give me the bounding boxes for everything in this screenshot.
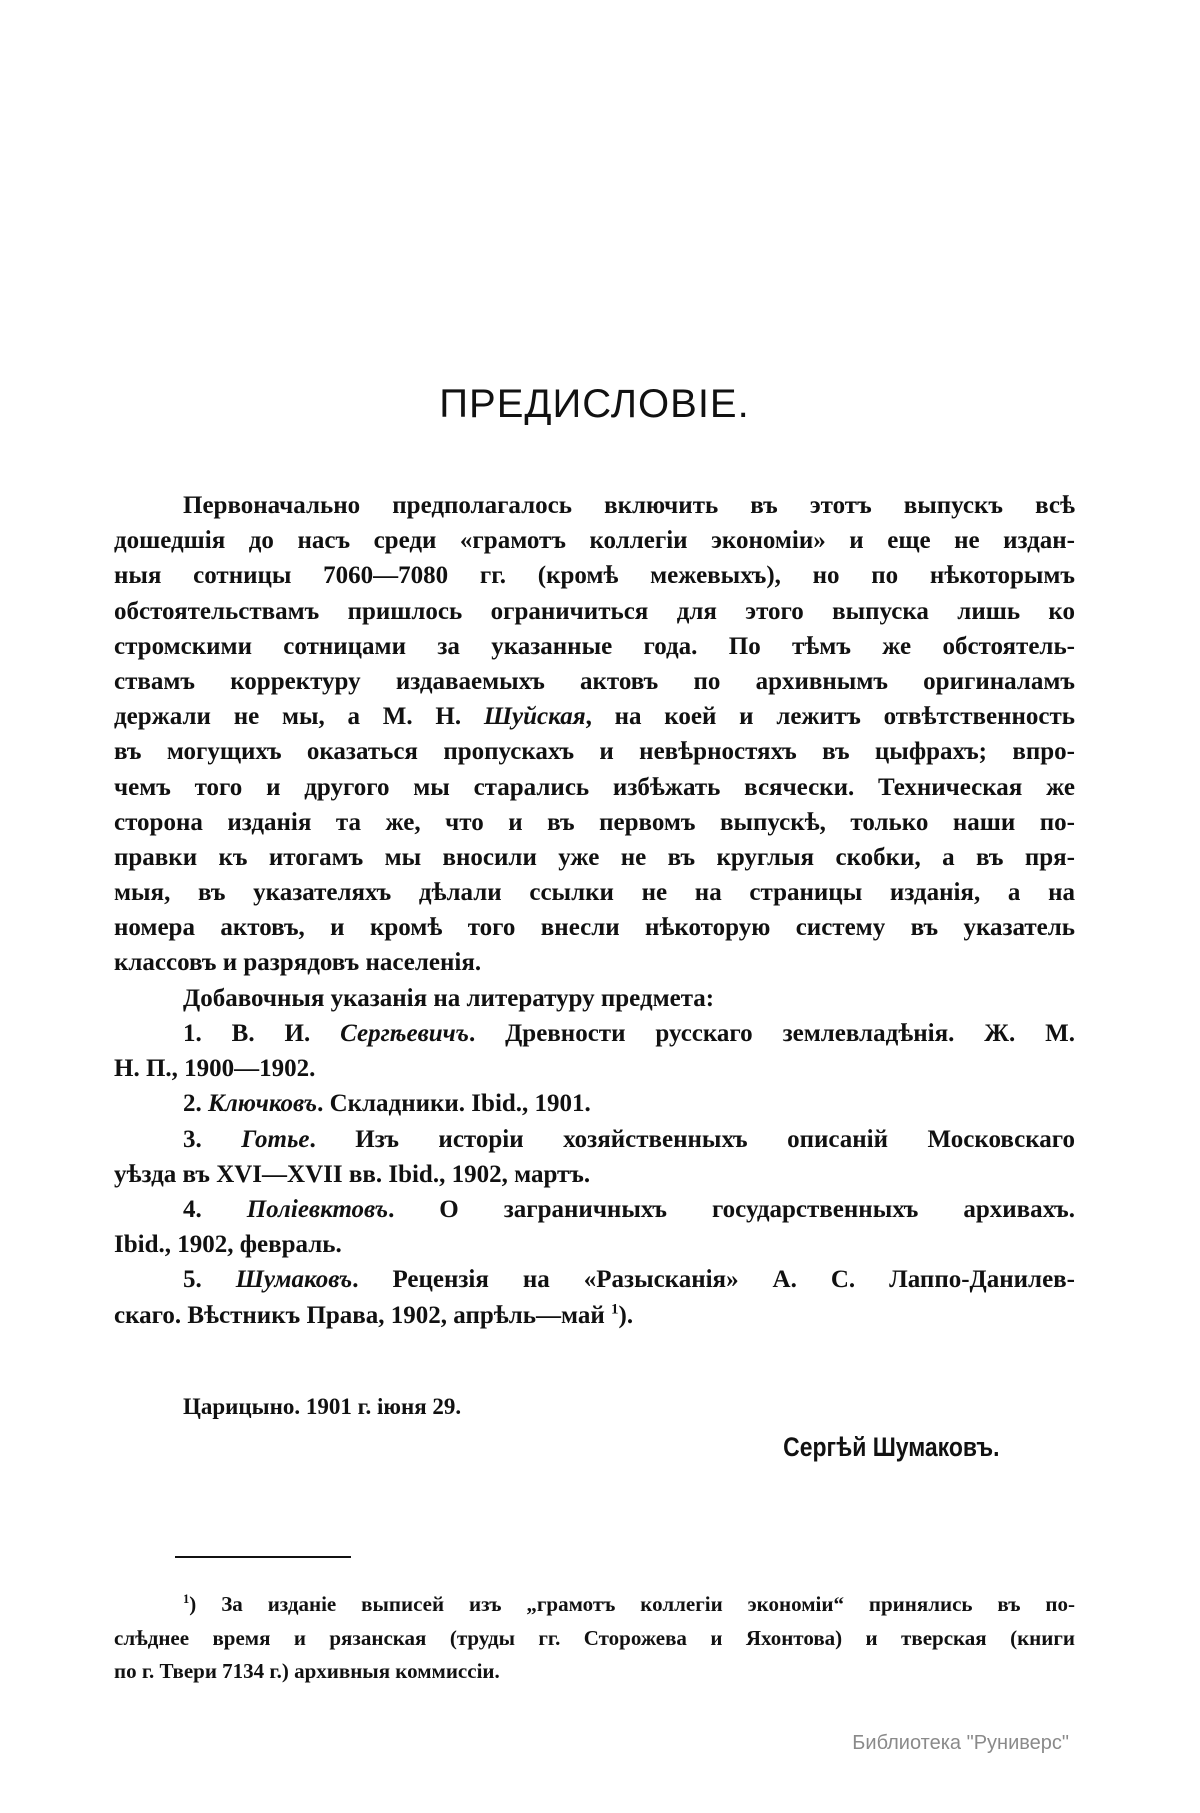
text-segment: держали не мы, а М. Н. xyxy=(114,703,484,731)
page-title: ПРЕДИСЛОВІЕ. xyxy=(439,382,750,426)
ref-initials: В. И. xyxy=(231,1020,341,1047)
footnote-number: 1 xyxy=(183,1592,190,1606)
ref-text: скаго. Вѣстникъ Права, 1902, апрѣль—май xyxy=(114,1301,605,1329)
literature-heading: Добавочныя указанія на литературу предмета: xyxy=(183,984,715,1012)
reference-continuation: Ibid., 1902, февраль. xyxy=(114,1231,342,1259)
ref-author: Шумаковъ xyxy=(235,1266,353,1294)
footnote-marker[interactable]: 1 xyxy=(611,1301,619,1318)
footnote-text: За изданіе выписей изъ „грамотъ коллегіи экономіи“ принялись въ по- xyxy=(196,1592,1075,1616)
reference-item xyxy=(114,1122,1075,1157)
ref-number: 1. xyxy=(183,1020,202,1047)
text-line: Первоначально предполагалось включить въ этотъ выпускъ всѣ xyxy=(183,492,1075,519)
ref-author: Ключковъ xyxy=(208,1090,318,1118)
ref-number: 5. xyxy=(183,1266,202,1294)
ref-title: . Изъ исторіи хозяйственныхъ описаній Московскаго xyxy=(309,1125,1075,1153)
ref-author: Готье xyxy=(241,1125,310,1153)
text-segment: , на коей и лежитъ отвѣтственность xyxy=(585,703,1076,731)
ref-number: 3. xyxy=(183,1125,202,1153)
ref-title: . Древности русскаго землевладѣнія. Ж. М. xyxy=(468,1020,1075,1047)
footnote-line: по г. Твери 7134 г.) архивныя коммиссіи. xyxy=(114,1659,500,1683)
reference-continuation: уѣзда въ XVI—XVII вв. Ibid., 1902, мартъ. xyxy=(114,1160,591,1188)
text-line: номера актовъ, и кромѣ того внесли нѣкоторую систему въ указатель xyxy=(114,914,1075,942)
person-name: Шуйская xyxy=(483,703,586,731)
text-line: мыя, въ указателяхъ дѣлали ссылки не на страницы изданія, а на xyxy=(114,879,1075,907)
text-line: дошедшія до насъ среди «грамотъ коллегіи экономіи» и еще не издан- xyxy=(114,527,1075,555)
text-line: сторона изданія та же, что и въ первомъ выпускѣ, только наши по- xyxy=(114,808,1075,836)
ref-number: 4. xyxy=(183,1195,202,1223)
footnote-divider xyxy=(175,1556,351,1558)
reference-item xyxy=(114,1262,1075,1297)
footnote-paren: ) xyxy=(189,1592,197,1616)
ref-title: . О заграничныхъ государственныхъ архивахъ. xyxy=(388,1195,1076,1223)
text-line: ныя сотницы 7060—7080 гг. (кромѣ межевыхъ), но по нѣкоторымъ xyxy=(114,562,1075,590)
literature-list xyxy=(114,1016,1075,1333)
footnote-line xyxy=(114,1588,1075,1622)
ref-title: . Рецензія на «Разысканія» А. С. Лаппо-Данилев- xyxy=(352,1266,1076,1294)
text-line: обстоятельствамъ пришлось ограничиться для этого выпуска лишь ко xyxy=(114,597,1075,625)
ref-title: . Складники. Ibid., 1901. xyxy=(317,1090,591,1118)
place-date: Царицыно. 1901 г. іюня 29. xyxy=(183,1394,462,1419)
text-line: классовъ и разрядовъ населенія. xyxy=(114,949,482,977)
preface-paragraph xyxy=(114,488,1075,1016)
ref-number: 2. xyxy=(183,1090,202,1118)
library-watermark: Библиотека "Руниверс" xyxy=(852,1732,1069,1754)
ref-text-end: ). xyxy=(618,1301,634,1329)
text-line: чемъ того и другого мы старались избѣжать всячески. Техническая же xyxy=(114,773,1075,801)
text-line xyxy=(114,699,1075,734)
reference-item xyxy=(114,1086,1075,1121)
text-line: правки къ итогамъ мы вносили уже не въ круглыя скобки, а въ пря- xyxy=(114,843,1075,871)
reference-item xyxy=(114,1192,1075,1227)
text-line: стромскими сотницами за указанные года. По тѣмъ же обстоятель- xyxy=(114,632,1075,660)
footnote xyxy=(114,1588,1075,1689)
reference-continuation xyxy=(114,1298,1075,1333)
text-line: ствамъ корректуру издаваемыхъ актовъ по архивнымъ оригиналамъ xyxy=(114,667,1075,695)
ref-author: Поліевктовъ xyxy=(246,1195,389,1223)
reference-item xyxy=(114,1016,1075,1051)
reference-continuation: Н. П., 1900—1902. xyxy=(114,1055,316,1083)
author-signature: Сергѣй Шумаковъ. xyxy=(783,1432,1000,1462)
footnote-line: слѣднее время и рязанская (труды гг. Сторожева и Яхонтова) и тверская (книги xyxy=(114,1625,1075,1650)
text-line: въ могущихъ оказаться пропускахъ и невѣрностяхъ въ цыфрахъ; впро- xyxy=(114,738,1075,766)
ref-author: Сергѣевичъ xyxy=(340,1020,469,1047)
